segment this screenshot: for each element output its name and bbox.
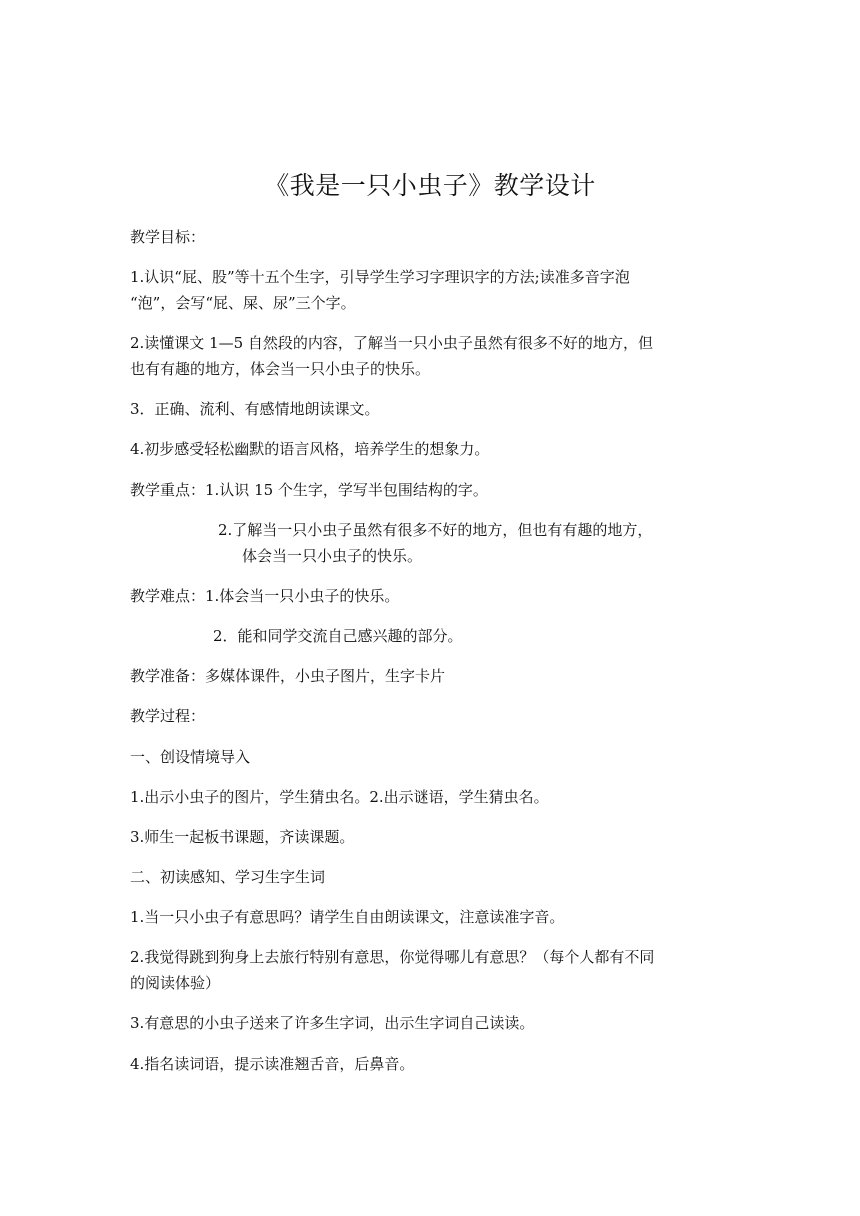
objective-1-line-1: 1.认识“屁、股”等十五个生字，引导学生学习字理识字的方法;读准多音字泡 (130, 268, 630, 286)
objectives-heading: 教学目标： (130, 228, 206, 246)
section-2-item-2-line-1: 2.我觉得跳到狗身上去旅行特别有意思，你觉得哪儿有意思？（每个人都有不同 (130, 948, 655, 966)
section-1-item-2: 3.师生一起板书课题，齐读课题。 (130, 828, 355, 846)
section-2-item-3: 3.有意思的小虫子送来了许多生字词，出示生字词自己读读。 (130, 1014, 535, 1032)
objective-2-line-2: 也有有趣的地方，体会当一只小虫子的快乐。 (130, 360, 431, 378)
difficulty-2: 2．能和同学交流自己感兴趣的部分。 (213, 627, 463, 645)
difficulties-line: 教学难点：1.体会当一只小虫子的快乐。 (130, 587, 400, 605)
section-2-item-4: 4.指名读词语，提示读准翘舌音，后鼻音。 (130, 1055, 415, 1073)
objective-2-line-1: 2.读懂课文 1—5 自然段的内容，了解当一只小虫子虽然有很多不好的地方，但 (130, 334, 653, 352)
section-2-heading: 二、初读感知、学习生字生词 (130, 868, 326, 886)
section-2-item-1: 1.当一只小虫子有意思吗？请学生自由朗读课文，注意读准字音。 (130, 908, 565, 926)
key-point-2-line-2: 体会当一只小虫子的快乐。 (242, 547, 423, 565)
key-points-line: 教学重点：1.认识 15 个生字，学写半包围结构的字。 (130, 481, 488, 499)
preparation-line: 教学准备：多媒体课件，小虫子图片，生字卡片 (130, 667, 446, 685)
key-point-2-line-1: 2.了解当一只小虫子虽然有很多不好的地方，但也有有趣的地方， (218, 521, 653, 539)
section-1-heading: 一、创设情境导入 (130, 748, 251, 766)
process-heading: 教学过程： (130, 707, 206, 725)
objective-4: 4.初步感受轻松幽默的语言风格，培养学生的想象力。 (130, 440, 490, 458)
document-title: 《我是一只小虫子》教学设计 (264, 171, 596, 200)
section-1-item-1: 1.出示小虫子的图片，学生猜虫名。2.出示谜语，学生猜虫名。 (130, 788, 549, 806)
objective-1-line-2: “泡”，会写“屁、屎、尿”三个字。 (130, 294, 356, 312)
objective-3: 3．正确、流利、有感情地朗读课文。 (130, 400, 380, 418)
section-2-item-2-line-2: 的阅读体验） (130, 974, 221, 992)
